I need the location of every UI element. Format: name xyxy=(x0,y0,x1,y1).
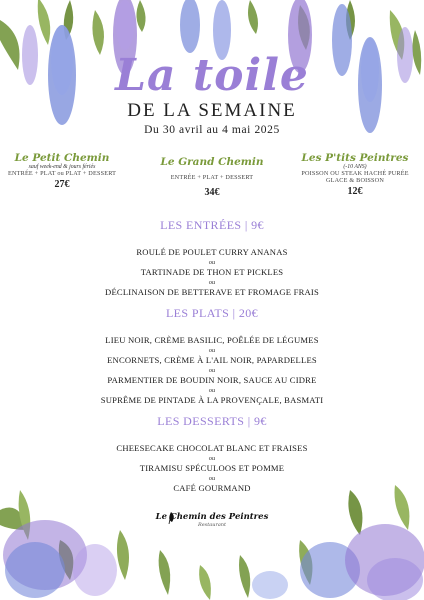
formula-price: 27€ xyxy=(54,179,70,190)
or-separator: ou xyxy=(208,387,216,394)
or-separator: ou xyxy=(208,455,216,462)
formula-name: Le Grand Chemin xyxy=(160,156,264,168)
restaurant-logo-subtitle: Restaurant xyxy=(197,522,227,528)
or-separator: ou xyxy=(208,279,216,286)
restaurant-logo-text: Le Chemin des Peintres xyxy=(155,512,269,522)
menu-item: TIRAMISU SPÉCULOOS ET POMME xyxy=(139,463,285,473)
formula-note: (-10 ANS) xyxy=(343,164,367,170)
menu-item: ROULÉ DE POULET CURRY ANANAS xyxy=(136,247,288,257)
section-entrees-title: LES ENTRÉES | 9€ xyxy=(160,218,264,232)
formula-grand-chemin xyxy=(152,156,272,198)
menu-subtitle: DE LA SEMAINE xyxy=(127,100,297,121)
formula-note: sauf week-end & jours fériés xyxy=(28,164,96,170)
formula-description: ENTRÉE + PLAT + DESSERT xyxy=(170,174,254,181)
or-separator: ou xyxy=(208,367,216,374)
formula-price: 12€ xyxy=(347,186,363,197)
menu-item: PARMENTIER DE BOUDIN NOIR, SAUCE AU CIDRE xyxy=(107,375,317,385)
formula-description-2: GLACE & BOISSON xyxy=(325,177,384,184)
formula-name: Les P'tits Peintres xyxy=(301,152,409,164)
formula-ptits-peintres xyxy=(300,152,410,197)
formula-description: POISSON OU STEAK HACHÉ PURÉE xyxy=(301,170,409,177)
menu-item: LIEU NOIR, CRÈME BASILIC, POÊLÉE DE LÉGUMES xyxy=(105,335,319,345)
menu-item: ENCORNETS, CRÈME À L'AIL NOIR, PAPARDELLES xyxy=(107,355,317,365)
formula-petit-chemin xyxy=(8,152,116,190)
formula-price: 34€ xyxy=(204,187,220,198)
menu-item: CHEESECAKE CHOCOLAT BLANC ET FRAISES xyxy=(116,443,308,453)
section-plats-title: LES PLATS | 20€ xyxy=(165,306,259,320)
or-separator: ou xyxy=(208,347,216,354)
formula-description: ENTRÉE + PLAT ou PLAT + DESSERT xyxy=(8,170,117,177)
formula-name: Le Petit Chemin xyxy=(14,152,110,164)
menu-item: CAFÉ GOURMAND xyxy=(173,483,251,493)
menu-item: TARTINADE DE THON ET PICKLES xyxy=(140,267,284,277)
menu-item: SUPRÊME DE PINTADE À LA PROVENÇALE, BASMATI xyxy=(100,395,324,405)
menu-dates: Du 30 avril au 4 mai 2025 xyxy=(144,124,280,136)
menu-title: La toile xyxy=(115,50,309,101)
or-separator: ou xyxy=(208,259,216,266)
or-separator: ou xyxy=(208,475,216,482)
section-desserts-title: LES DESSERTS | 9€ xyxy=(157,414,267,428)
menu-item: DÉCLINAISON DE BETTERAVE ET FROMAGE FRAIS xyxy=(105,287,319,297)
